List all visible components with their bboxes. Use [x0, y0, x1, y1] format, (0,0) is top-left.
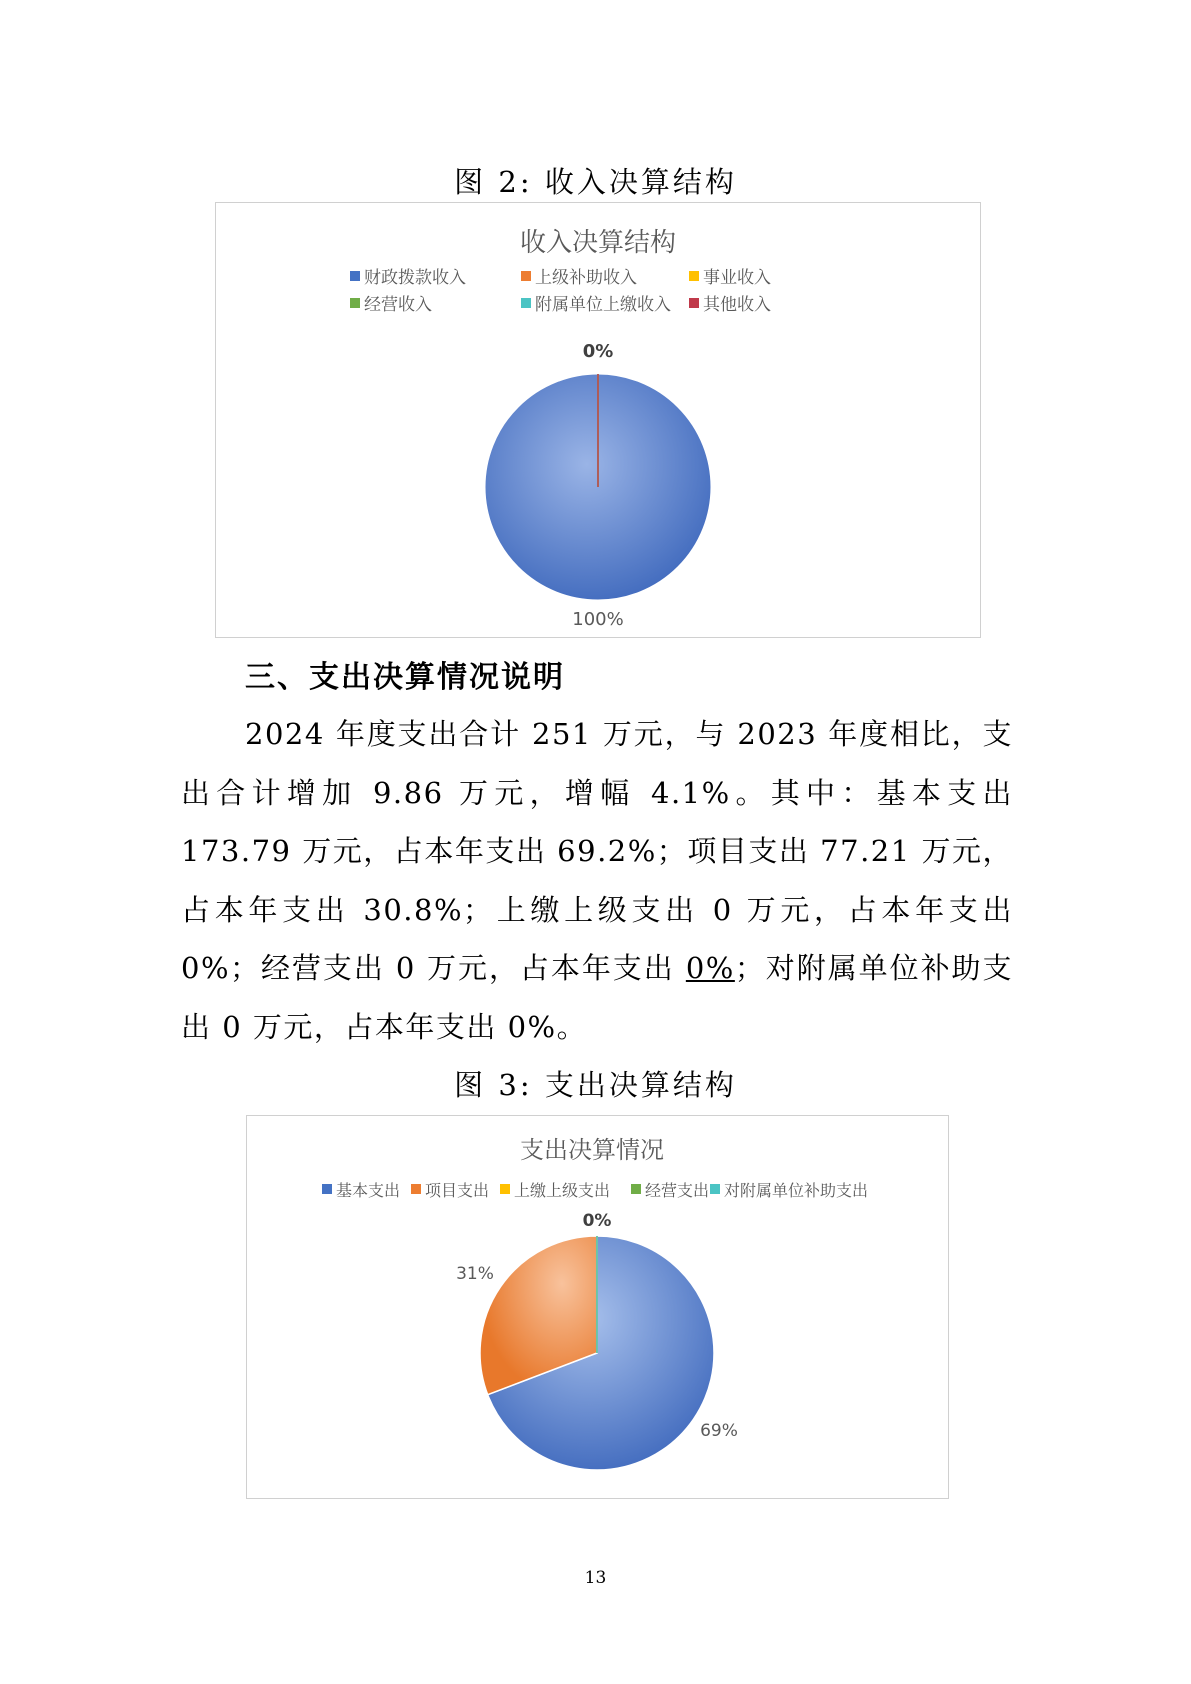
figure-3-caption: 图 3: 支出决算结构	[454, 1068, 737, 1102]
income-legend-label: 财政拨款收入	[364, 268, 466, 288]
income-data-label: 0%	[582, 341, 614, 362]
income-legend-swatch	[350, 298, 360, 308]
paragraph-text: 2024 年度支出合计 251 万元，与 2023 年度相比，支出合计增加 9.86 万元，增幅 4.1%。其中：基本支出 173.79 万元，占本年支出 69.2%；项目支出 77.21 万元，占本年支出 30.8%；上缴上级支出 0 万元，占本年支出 0%；经营支出 0 万元，占本年支出	[181, 717, 1013, 985]
income-legend-swatch	[689, 298, 699, 308]
section-heading: 三、支出决算情况说明	[245, 660, 565, 695]
expenditure-legend-swatch	[710, 1184, 720, 1194]
income-legend-swatch	[689, 271, 699, 281]
underlined-value: 0%	[685, 951, 735, 985]
chart-title: 支出决算情况	[520, 1136, 664, 1164]
income-legend-swatch	[521, 271, 531, 281]
expenditure-legend-label: 对附属单位补助支出	[724, 1181, 869, 1200]
expenditure-paragraph	[181, 705, 1013, 1056]
expenditure-legend-label: 上缴上级支出	[514, 1181, 611, 1200]
expenditure-data-label: 0%	[582, 1211, 612, 1231]
income-legend-label: 其他收入	[703, 295, 771, 315]
income-chart	[215, 202, 981, 638]
expenditure-data-label: 69%	[700, 1421, 738, 1441]
income-legend-label: 附属单位上缴收入	[535, 295, 671, 315]
expenditure-legend-label: 经营支出	[645, 1181, 710, 1200]
expenditure-pie-chart	[247, 1116, 948, 1498]
expenditure-legend-label: 项目支出	[425, 1181, 490, 1200]
expenditure-legend-swatch	[322, 1184, 332, 1194]
income-legend-label: 事业收入	[703, 268, 771, 288]
income-legend-swatch	[350, 271, 360, 281]
chart-legend	[350, 268, 771, 315]
income-pie-chart	[216, 203, 980, 637]
income-data-label: 100%	[572, 609, 624, 630]
chart-title: 收入决算结构	[519, 228, 677, 258]
income-legend-label: 上级补助收入	[535, 268, 637, 288]
page-number: 13	[584, 1568, 607, 1588]
expenditure-data-label: 31%	[456, 1264, 494, 1284]
pie-area	[480, 1236, 714, 1470]
income-legend-label: 经营收入	[364, 295, 432, 315]
figure-2-caption: 图 2: 收入决算结构	[454, 165, 737, 199]
pie-area	[485, 374, 711, 600]
chart-legend	[322, 1181, 868, 1200]
expenditure-legend-swatch	[631, 1184, 641, 1194]
expenditure-legend-swatch	[500, 1184, 510, 1194]
expenditure-chart	[246, 1115, 949, 1499]
expenditure-legend-label: 基本支出	[336, 1181, 401, 1200]
paragraph-text-end: ；对附属单位补助支出 0 万元，占本年支出 0%。	[181, 951, 1013, 1044]
expenditure-legend-swatch	[411, 1184, 421, 1194]
income-legend-swatch	[521, 298, 531, 308]
